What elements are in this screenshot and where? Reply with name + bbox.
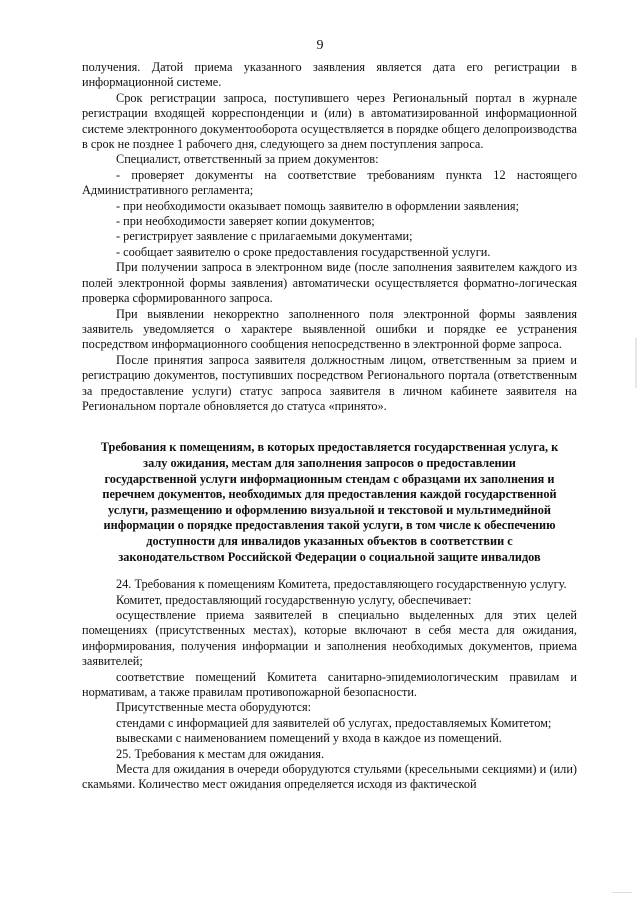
list-item: - при необходимости заверяет копии документов; bbox=[116, 214, 375, 229]
section-heading: Требования к помещениям, в которых предоставляется государственная услуга, к залу ожидания, местам для заполнения запросов о предоставлении государственной услуги информационным стендам с образцами их заполнения и перечнем документов, необходимых для предоставления каждой государственной услуги, размещению и оформлению визуальной и текстовой и мультимедийной информации о порядке предоставления такой услуги, в том числе к обеспечению доступности для инвалидов указанных объектов в соответствии с законодательством Российской Федерации о социальной защите инвалидов bbox=[100, 440, 559, 564]
scan-corner-mark bbox=[612, 892, 632, 893]
list-item: - при необходимости оказывает помощь заявителю в оформлении заявления; bbox=[116, 198, 519, 213]
paragraph: При выявлении некорректно заполненного поля электронной формы заявления заявитель уведомляется о характере выявленной ошибки и порядке ее устранения посредством информационного сообщения непосредственно в электронной форме запроса. bbox=[82, 306, 577, 352]
paragraph: 25. Требования к местам для ожидания. bbox=[116, 746, 325, 761]
paragraph: получения. Датой приема указанного заявления является дата его регистрации в информационной системе. bbox=[82, 60, 577, 90]
document-body bbox=[82, 60, 577, 793]
page-number: 9 bbox=[316, 38, 324, 53]
paragraph: Присутственные места оборудуются: bbox=[116, 700, 312, 715]
paragraph: Срок регистрации запроса, поступившего через Региональный портал в журнале регистрации входящей корреспонденции и (или) в автоматизированной информационной системе электронного документооборота осуществляется в порядке общего делопроизводства в срок не позднее 1 рабочего дня, следующего за днем поступления запроса. bbox=[82, 90, 577, 152]
paragraph: При получении запроса в электронном виде (после заполнения заявителем каждого из полей электронной формы заявления) автоматически осуществляется форматно-логическая проверка сформированного запроса. bbox=[82, 260, 577, 306]
paragraph: Комитет, предоставляющий государственную услугу, обеспечивает: bbox=[116, 592, 472, 607]
paragraph: стендами с информацией для заявителей об услугах, предоставляемых Комитетом; bbox=[116, 715, 552, 730]
list-item: - сообщает заявителю о сроке предоставления государственной услуги. bbox=[116, 244, 491, 259]
paragraph: осуществление приема заявителей в специально выделенных для этих целей помещениях (присутственных местах), которые включают в себя места для ожидания, информирования, получения информации и заполнения необходимых документов, приема заявителей; bbox=[82, 607, 577, 669]
list-item: - проверяет документы на соответствие требованиям пункта 12 настоящего Административного регламента; bbox=[82, 167, 577, 198]
paragraph: Специалист, ответственный за прием документов: bbox=[116, 152, 379, 167]
paragraph: вывесками с наименованием помещений у входа в каждое из помещений. bbox=[116, 731, 502, 746]
paragraph: соответствие помещений Комитета санитарно-эпидемиологическим правилам и нормативам, а также правилам противопожарной безопасности. bbox=[82, 669, 577, 699]
paragraph: После принятия запроса заявителя должностным лицом, ответственным за прием и регистрацию документов, поступивших посредством Регионального портала (ответственным за предоставление услуги) статус запроса заявителя в личном кабинете заявителя на Региональном портале обновляется до статуса «принято». bbox=[82, 352, 577, 413]
list-item: - регистрирует заявление с прилагаемыми документами; bbox=[116, 229, 413, 244]
scan-margin-mark bbox=[635, 338, 637, 388]
paragraph: Места для ожидания в очереди оборудуются стульями (кресельными секциями) и (или) скамьями. Количество мест ожидания определяется исходя из фактической bbox=[82, 761, 577, 792]
paragraph: 24. Требования к помещениям Комитета, предоставляющего государственную услугу. bbox=[116, 577, 567, 592]
